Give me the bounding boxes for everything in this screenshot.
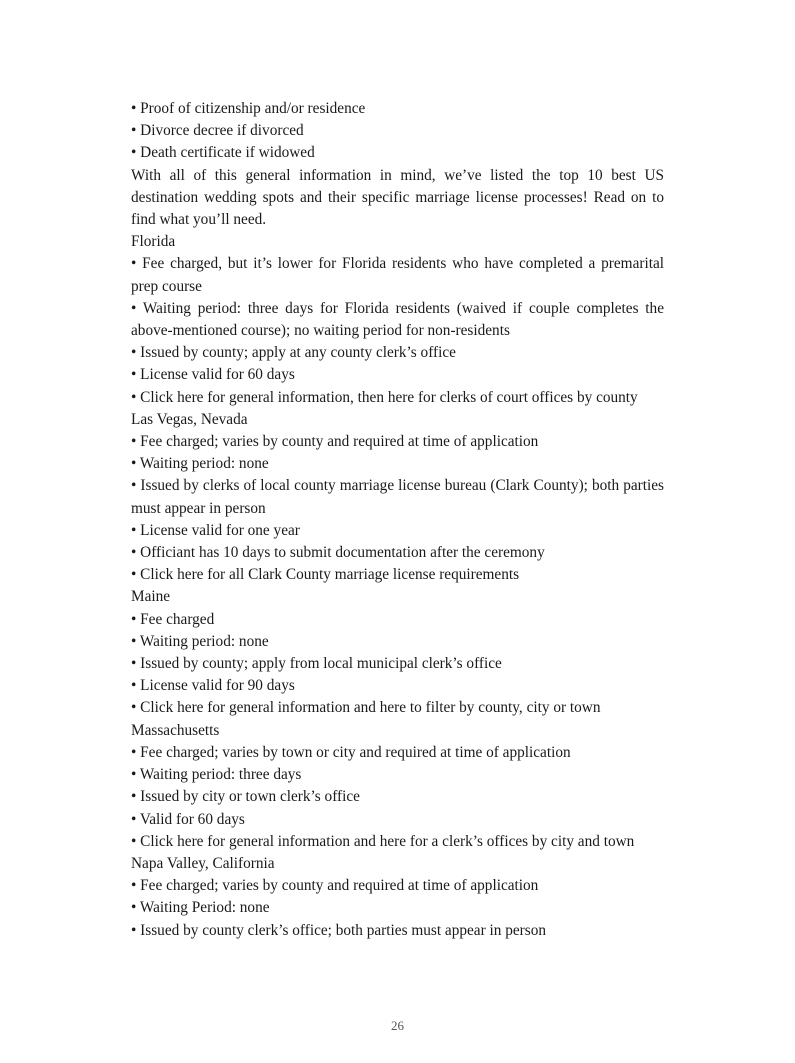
list-item: • Fee charged; varies by county and required at time of application bbox=[131, 433, 539, 451]
section-heading-las-vegas: Las Vegas, Nevada bbox=[131, 410, 248, 428]
section-heading-florida: Florida bbox=[131, 233, 176, 251]
list-item: • Waiting Period: none bbox=[131, 899, 270, 917]
list-item: • Valid for 60 days bbox=[131, 810, 245, 828]
list-item: • Waiting period: three days for Florida residents (waived if couple completes the above-mentioned course); no waiting period for non-residents bbox=[131, 299, 664, 340]
list-item: • License valid for 90 days bbox=[131, 677, 295, 695]
list-item: • Click here for all Clark County marriage license requirements bbox=[131, 566, 520, 584]
list-item: • Click here for general information and here for a clerk’s offices by city and town bbox=[131, 832, 635, 850]
list-item: • Waiting period: none bbox=[131, 455, 269, 473]
list-item: • Officiant has 10 days to submit documentation after the ceremony bbox=[131, 544, 545, 562]
list-item: • Waiting period: none bbox=[131, 632, 269, 650]
list-item: • License valid for one year bbox=[131, 521, 300, 539]
list-item: • License valid for 60 days bbox=[131, 366, 295, 384]
list-item: • Issued by clerks of local county marriage license bureau (Clark County); both parties must appear in person bbox=[131, 477, 664, 517]
page-number: 26 bbox=[391, 1018, 404, 1033]
list-item: • Click here for general information and here to filter by county, city or town bbox=[131, 699, 601, 717]
list-item: • Issued by county clerk’s office; both parties must appear in person bbox=[131, 921, 547, 939]
intro-bullet: • Death certificate if widowed bbox=[131, 144, 315, 162]
list-item: • Fee charged bbox=[131, 610, 215, 628]
list-item: • Waiting period: three days bbox=[131, 766, 302, 784]
intro-bullet: • Divorce decree if divorced bbox=[131, 122, 304, 140]
intro-paragraph: With all of this general information in mind, we’ve listed the top 10 best US destination wedding spots and their specific marriage license processes! Read on to find what you’ll need. bbox=[131, 166, 664, 229]
list-item: • Issued by county; apply from local municipal clerk’s office bbox=[131, 655, 502, 673]
list-item: • Issued by city or town clerk’s office bbox=[131, 788, 360, 806]
list-item: • Fee charged; varies by town or city and required at time of application bbox=[131, 743, 571, 761]
document-page bbox=[131, 98, 664, 942]
list-item: • Click here for general information, then here for clerks of court offices by county bbox=[131, 388, 638, 406]
list-item: • Fee charged; varies by county and required at time of application bbox=[131, 877, 539, 895]
section-heading-maine: Maine bbox=[131, 588, 171, 606]
section-heading-napa-valley: Napa Valley, California bbox=[131, 854, 275, 872]
section-heading-massachusetts: Massachusetts bbox=[131, 721, 220, 739]
list-item: • Fee charged, but it’s lower for Florida residents who have completed a premarital prep course bbox=[131, 255, 664, 295]
list-item: • Issued by county; apply at any county clerk’s office bbox=[131, 344, 456, 362]
intro-bullet: • Proof of citizenship and/or residence bbox=[131, 100, 366, 117]
